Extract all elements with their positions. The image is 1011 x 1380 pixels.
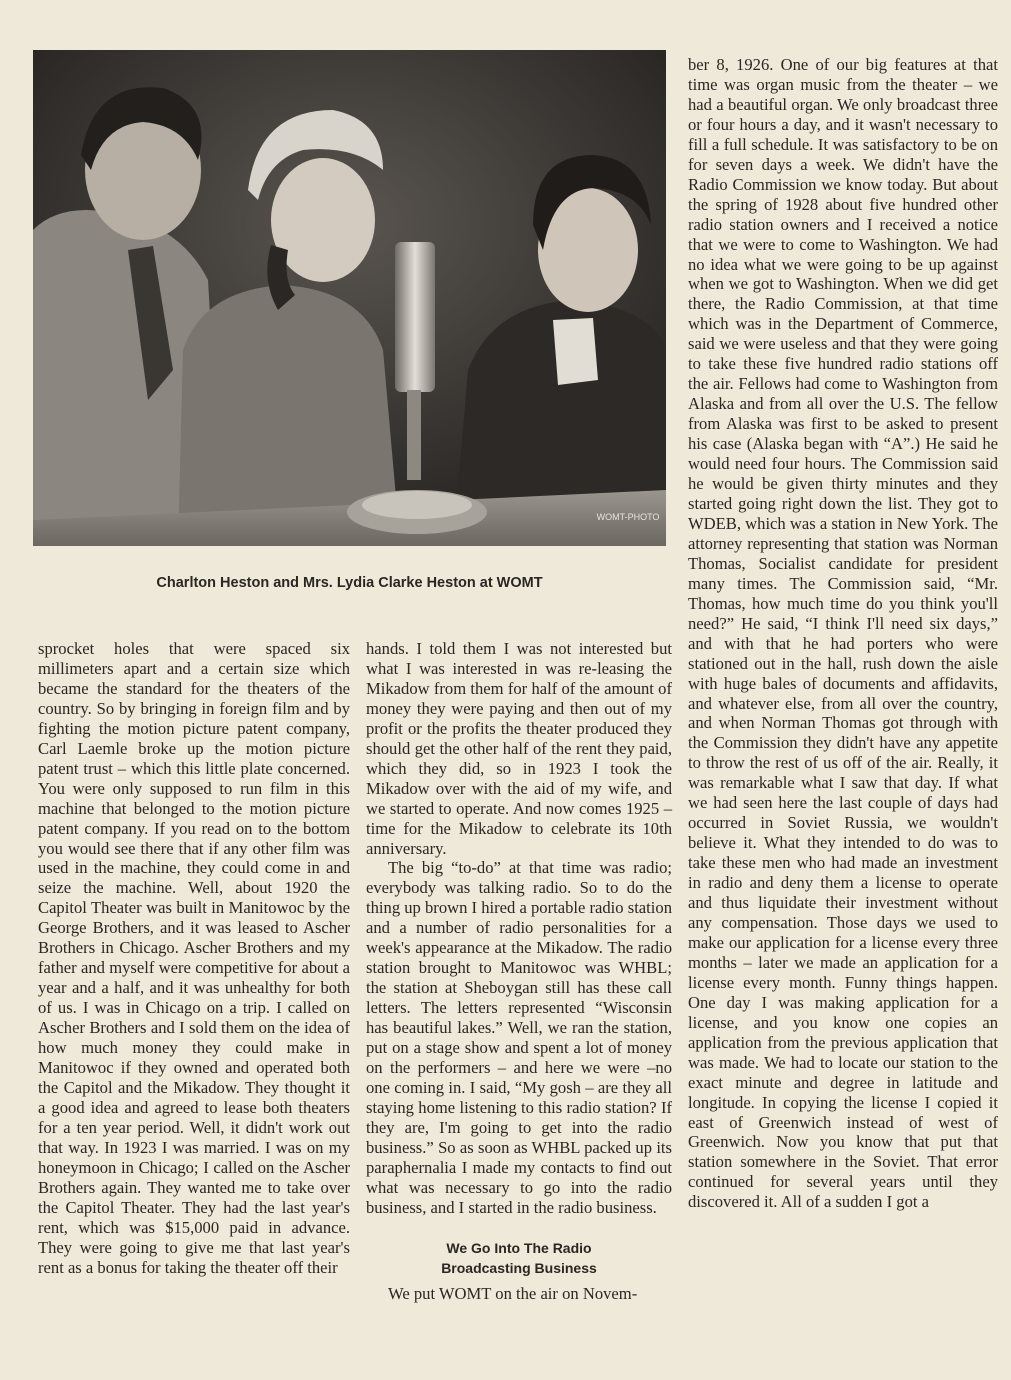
section-heading-line-2: Broadcasting Business	[441, 1259, 597, 1276]
photograph	[33, 50, 666, 546]
text-column-2	[366, 639, 672, 1304]
paragraph: The big “to-do” at that time was radio; everybody was talking radio. So to do the thing up brown I hired a portable radio station and a number of radio personalities for a week's appearance at the Mikadow. The radio station brought to Manitowoc was WHBL; the station at Sheboygan still has these call letters. The letters represented “Wisconsin has beautiful lakes.” Well, we ran the station, put on a stage show and spent a lot of money on the performers – and here we were –no one coming in. I said, “My gosh – are they all staying home listening to this radio station? If they are, I'm going to get into the radio business.” So as soon as WHBL packed up its paraphernalia I made my contacts to find out what was necessary to go into the radio business, and I started in the radio business.	[366, 858, 672, 1217]
photo-caption: Charlton Heston and Mrs. Lydia Clarke Heston at WOMT	[156, 575, 543, 591]
photo-stamp: WOMT-PHOTO	[596, 512, 660, 522]
paragraph: hands. I told them I was not interested but what I was interested in was re-leasing the Mikadow from them for half of the amount of money they were paying and then out of my profit or the profits the theater produced they should get the other half of the rent they paid, which they did, so in 1923 I took the Mikadow over with the aid of my wife, and we started to operate. And now comes 1925 – time for the Mikadow to celebrate its 10th anniversary.	[366, 639, 672, 858]
paragraph: We put WOMT on the air on Novem-	[388, 1283, 638, 1303]
section-heading-line-1: We Go Into The Radio	[446, 1239, 592, 1256]
photo-image	[33, 50, 666, 546]
text-column-3	[688, 55, 998, 1212]
paragraph: sprocket holes that were spaced six millimeters apart and a certain size which became the standard for the theaters of the country. So by bringing in foreign film and by fighting the motion picture patent company, Carl Laemle broke up the motion picture patent trust – which this little plate concerned. You were only supposed to run film in this machine that belonged to the motion picture patent company. If you read on to the bottom you would see there that if any other film was used in the machine, they could come in and seize the machine. Well, about 1920 the Capitol Theater was built in Manitowoc by the George Brothers, and it was leased to Ascher Brothers in Chicago. Ascher Brothers and my father and myself were competitive for about a year and a half, and it was unhealthy for both of us. I was in Chicago on a trip. I called on Ascher Brothers and I sold them on the idea of how much money they could make in Manitowoc if they owned and operated both the Capitol and the Mikadow. They thought it a good idea and agreed to lease both theaters for a ten year period. Well, it didn't work out that way. In 1923 I was married. I was on my honeymoon in Chicago; I called on the Ascher Brothers again. They wanted me to take over the Capitol Theater. They had the last year's rent, which was $15,000 paid in advance. They were going to give me that last year's rent as a bonus for taking the theater off their	[38, 639, 350, 1277]
section-heading	[366, 1238, 672, 1278]
paragraph: ber 8, 1926. One of our big features at that time was organ music from the theater – we had a beautiful organ. We only broadcast three or four hours a day, and it wasn't necessary to fill a full schedule. It was satisfactory to be on for seven days a week. We didn't have the Radio Commission we know today. But about the spring of 1928 about five hundred other radio station owners and I received a notice that we were to come to Washington. We had no idea what we were going to be up against when we got to Washington. When we did get there, the Radio Commission, at that time which was in the Department of Commerce, said we were useless and that they were going to take these five hundred radio stations off the air. Fellows had come to Washington from Alaska and from all over the U.S. The fellow from Alaska was first to be asked to present his case (Alaska began with “A”.) He said he would need four hours. The Commission said he would be given thirty minutes and they started going right down the list. They got to WDEB, which was a station in New York. The attorney representing that station was Norman Thomas, Socialist candidate for president many times. The Commission said, “Mr. Thomas, how much time do you think you'll need?” He said, “I think I'll need six days,” and with that he had porters who were stationed out in the hall, rush down the aisle with huge bales of documents and affidavits, and whatever else, from all over the country, and when Norman Thomas got through with the Commission they didn't have any appetite to throw the rest of us off of the air. Really, it was remarkable what I saw that day. If what we had seen here the last couple of days had occurred in Soviet Russia, we wouldn't believe it. What they intended to do was to take these men who had made an investment in radio and deny them a license to operate and thus liquidate their investment without any compensation. Those days we used to make our application for a license every three months – later we made an application for a license every month. Funny things happen. One day I was making application for a license, and you know one copies an application from the previous application that was made. We had to locate our station to the exact minute and degree in latitude and longitude. In copying the license I copied it east of Greenwich instead of west of Greenwich. Now you know that put that station somewhere in the Soviet. That error continued for several years until they discovered it. All of a sudden I got a	[688, 55, 998, 1212]
text-column-1	[38, 639, 350, 1278]
